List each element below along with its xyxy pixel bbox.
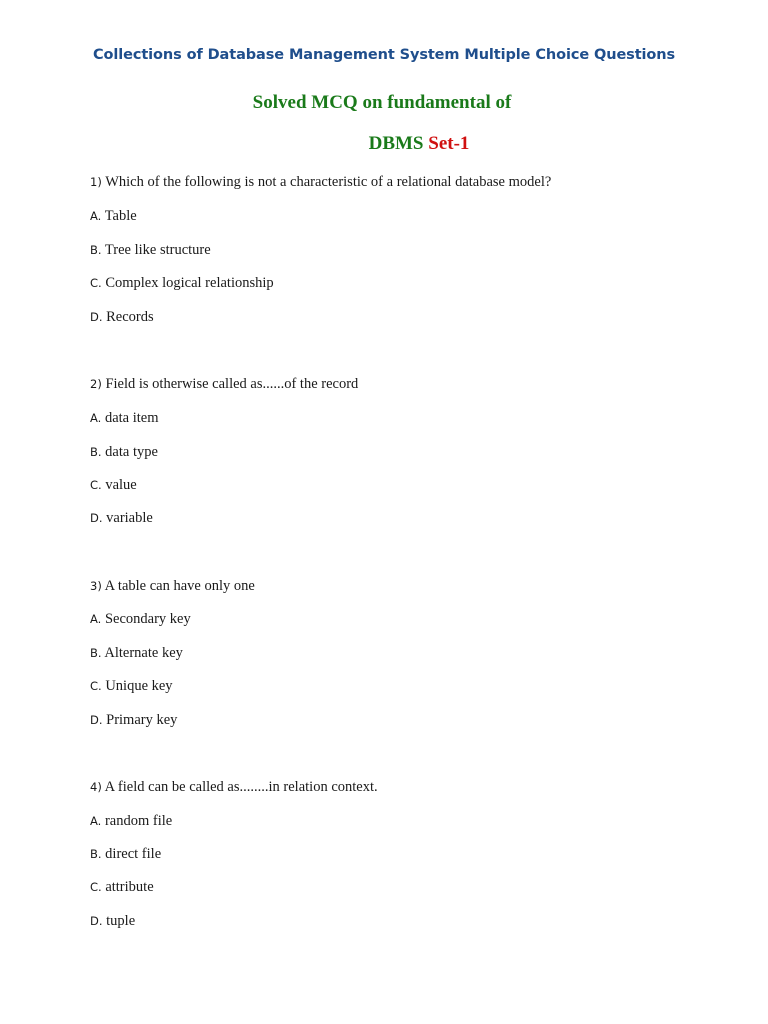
question-1-option-a	[90, 208, 137, 225]
question-2	[90, 376, 358, 393]
option-letter: B.	[90, 646, 102, 660]
question-4-option-a	[90, 813, 172, 830]
question-1	[90, 174, 551, 191]
option-text: data item	[104, 410, 159, 426]
question-2-option-d	[90, 510, 153, 527]
option-text: tuple	[106, 913, 136, 929]
option-text: Unique key	[105, 678, 173, 694]
question-number: 1)	[90, 175, 102, 189]
question-text: Which of the following is not a characteristic of a relational database model?	[105, 174, 552, 190]
question-3-option-d	[90, 712, 177, 729]
option-letter: B.	[90, 243, 102, 257]
option-letter: A.	[90, 209, 102, 223]
question-text: Field is otherwise called as......of the record	[105, 376, 359, 392]
option-text: Tree like structure	[104, 242, 211, 258]
option-text: attribute	[105, 879, 154, 895]
option-letter: C.	[90, 679, 102, 693]
option-text: variable	[106, 510, 153, 526]
question-3-option-c	[90, 678, 173, 695]
option-text: Alternate key	[104, 645, 183, 661]
option-text: Secondary key	[104, 611, 191, 627]
option-letter: A.	[90, 411, 102, 425]
question-3	[90, 578, 255, 595]
question-number: 2)	[90, 377, 102, 391]
title-set: Set-1	[428, 133, 470, 154]
question-2-option-a	[90, 410, 159, 427]
option-text: Primary key	[106, 712, 178, 728]
option-letter: D.	[90, 914, 103, 928]
option-letter: D.	[90, 511, 103, 525]
question-number: 3)	[90, 579, 102, 593]
option-letter: B.	[90, 445, 102, 459]
question-1-option-d	[90, 309, 154, 326]
question-4-option-d	[90, 913, 135, 930]
title-dbms: DBMS	[368, 133, 424, 154]
option-letter: A.	[90, 612, 102, 626]
document-title-line1: Solved MCQ on fundamental of	[252, 92, 512, 113]
document-title-line2	[0, 133, 768, 155]
option-letter: D.	[90, 713, 103, 727]
question-number: 4)	[90, 780, 102, 794]
question-2-option-b	[90, 444, 158, 461]
option-letter: C.	[90, 880, 102, 894]
option-text: data type	[105, 444, 158, 460]
option-text: Records	[106, 309, 154, 325]
option-text: Complex logical relationship	[105, 275, 274, 291]
option-text: Table	[104, 208, 137, 224]
option-letter: D.	[90, 310, 103, 324]
collection-title: Collections of Database Management System Multiple Choice Questions	[92, 47, 676, 63]
option-text: value	[105, 477, 137, 493]
question-1-option-b	[90, 242, 211, 259]
question-4-option-c	[90, 879, 154, 896]
option-letter: A.	[90, 814, 102, 828]
option-text: random file	[104, 813, 173, 829]
question-2-option-c	[90, 477, 137, 494]
question-text: A table can have only one	[104, 578, 255, 594]
question-3-option-b	[90, 645, 183, 662]
option-letter: C.	[90, 276, 102, 290]
option-letter: C.	[90, 478, 102, 492]
question-4-option-b	[90, 846, 161, 863]
question-3-option-a	[90, 611, 191, 628]
option-text: direct file	[105, 846, 162, 862]
option-letter: B.	[90, 847, 102, 861]
question-4	[90, 779, 378, 796]
question-text: A field can be called as........in relation context.	[104, 779, 378, 795]
question-1-option-c	[90, 275, 274, 292]
